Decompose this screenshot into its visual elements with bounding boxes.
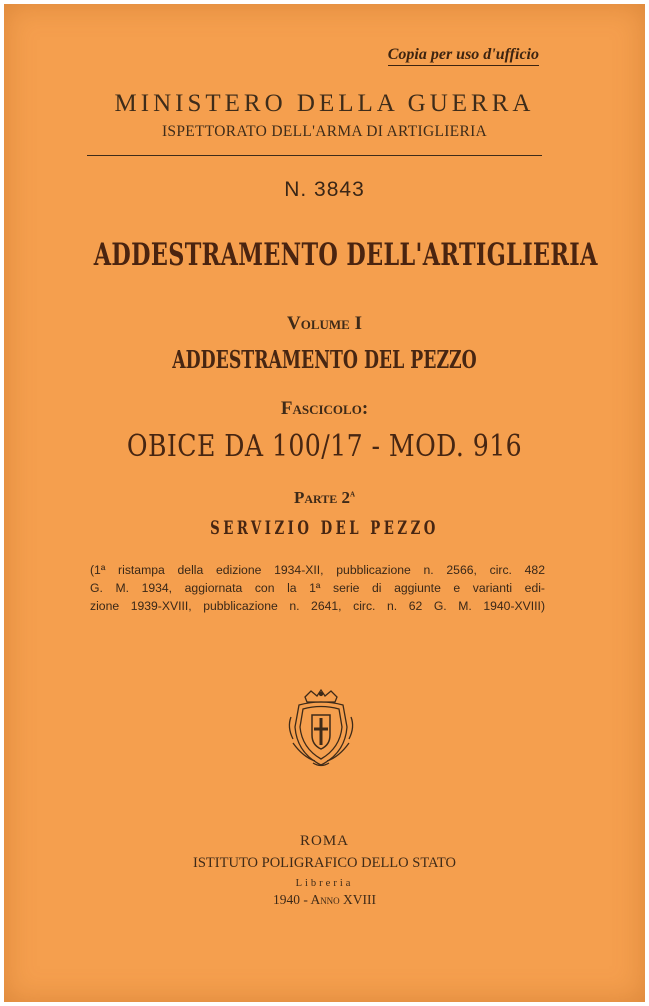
volume-subtitle: ADDESTRAMENTO DEL PEZZO <box>172 345 477 374</box>
office-copy-stamp: Copia per uso d'ufficio <box>388 46 539 66</box>
weapon-model: OBICE DA 100/17 - MOD. 916 <box>126 429 523 464</box>
part-text: Parte 2 <box>293 488 350 507</box>
fascicolo-label: Fascicolo: <box>280 398 369 419</box>
edition-note-line: (1ª ristampa della edizione 1934-XII, pubblicazione n. 2566, circ. 482 <box>90 563 545 577</box>
imprint-publisher: ISTITUTO POLIGRAFICO DELLO STATO <box>193 855 456 871</box>
edition-note-line: zione 1939-XVIII, pubblicazione n. 2641, circ. n. 62 G. M. 1940-XVIII) <box>90 599 545 613</box>
savoy-coat-of-arms-icon <box>283 687 359 769</box>
imprint-city: ROMA <box>299 833 349 849</box>
header-divider <box>87 155 542 156</box>
book-cover <box>4 4 645 1002</box>
publication-number: N. 3843 <box>284 178 365 201</box>
edition-note <box>90 561 545 615</box>
section-title: SERVIZIO DEL PEZZO <box>210 517 439 539</box>
inspectorate-heading: ISPETTORATO DELL'ARMA DI ARTIGLIERIA <box>161 123 488 140</box>
ministry-heading: MINISTERO DELLA GUERRA <box>114 90 535 117</box>
book-title: ADDESTRAMENTO DELL'ARTIGLIERIA <box>93 237 598 273</box>
edition-note-line: G. M. 1934, aggiornata con la 1ª serie di aggiunte e varianti edi- <box>90 581 545 595</box>
imprint-year: 1940 - Anno XVIII <box>272 892 377 907</box>
part-superscript: a <box>350 488 356 500</box>
part-label <box>4 488 645 508</box>
imprint-libreria: Libreria <box>295 878 354 889</box>
volume-label: Volume I <box>287 313 362 334</box>
